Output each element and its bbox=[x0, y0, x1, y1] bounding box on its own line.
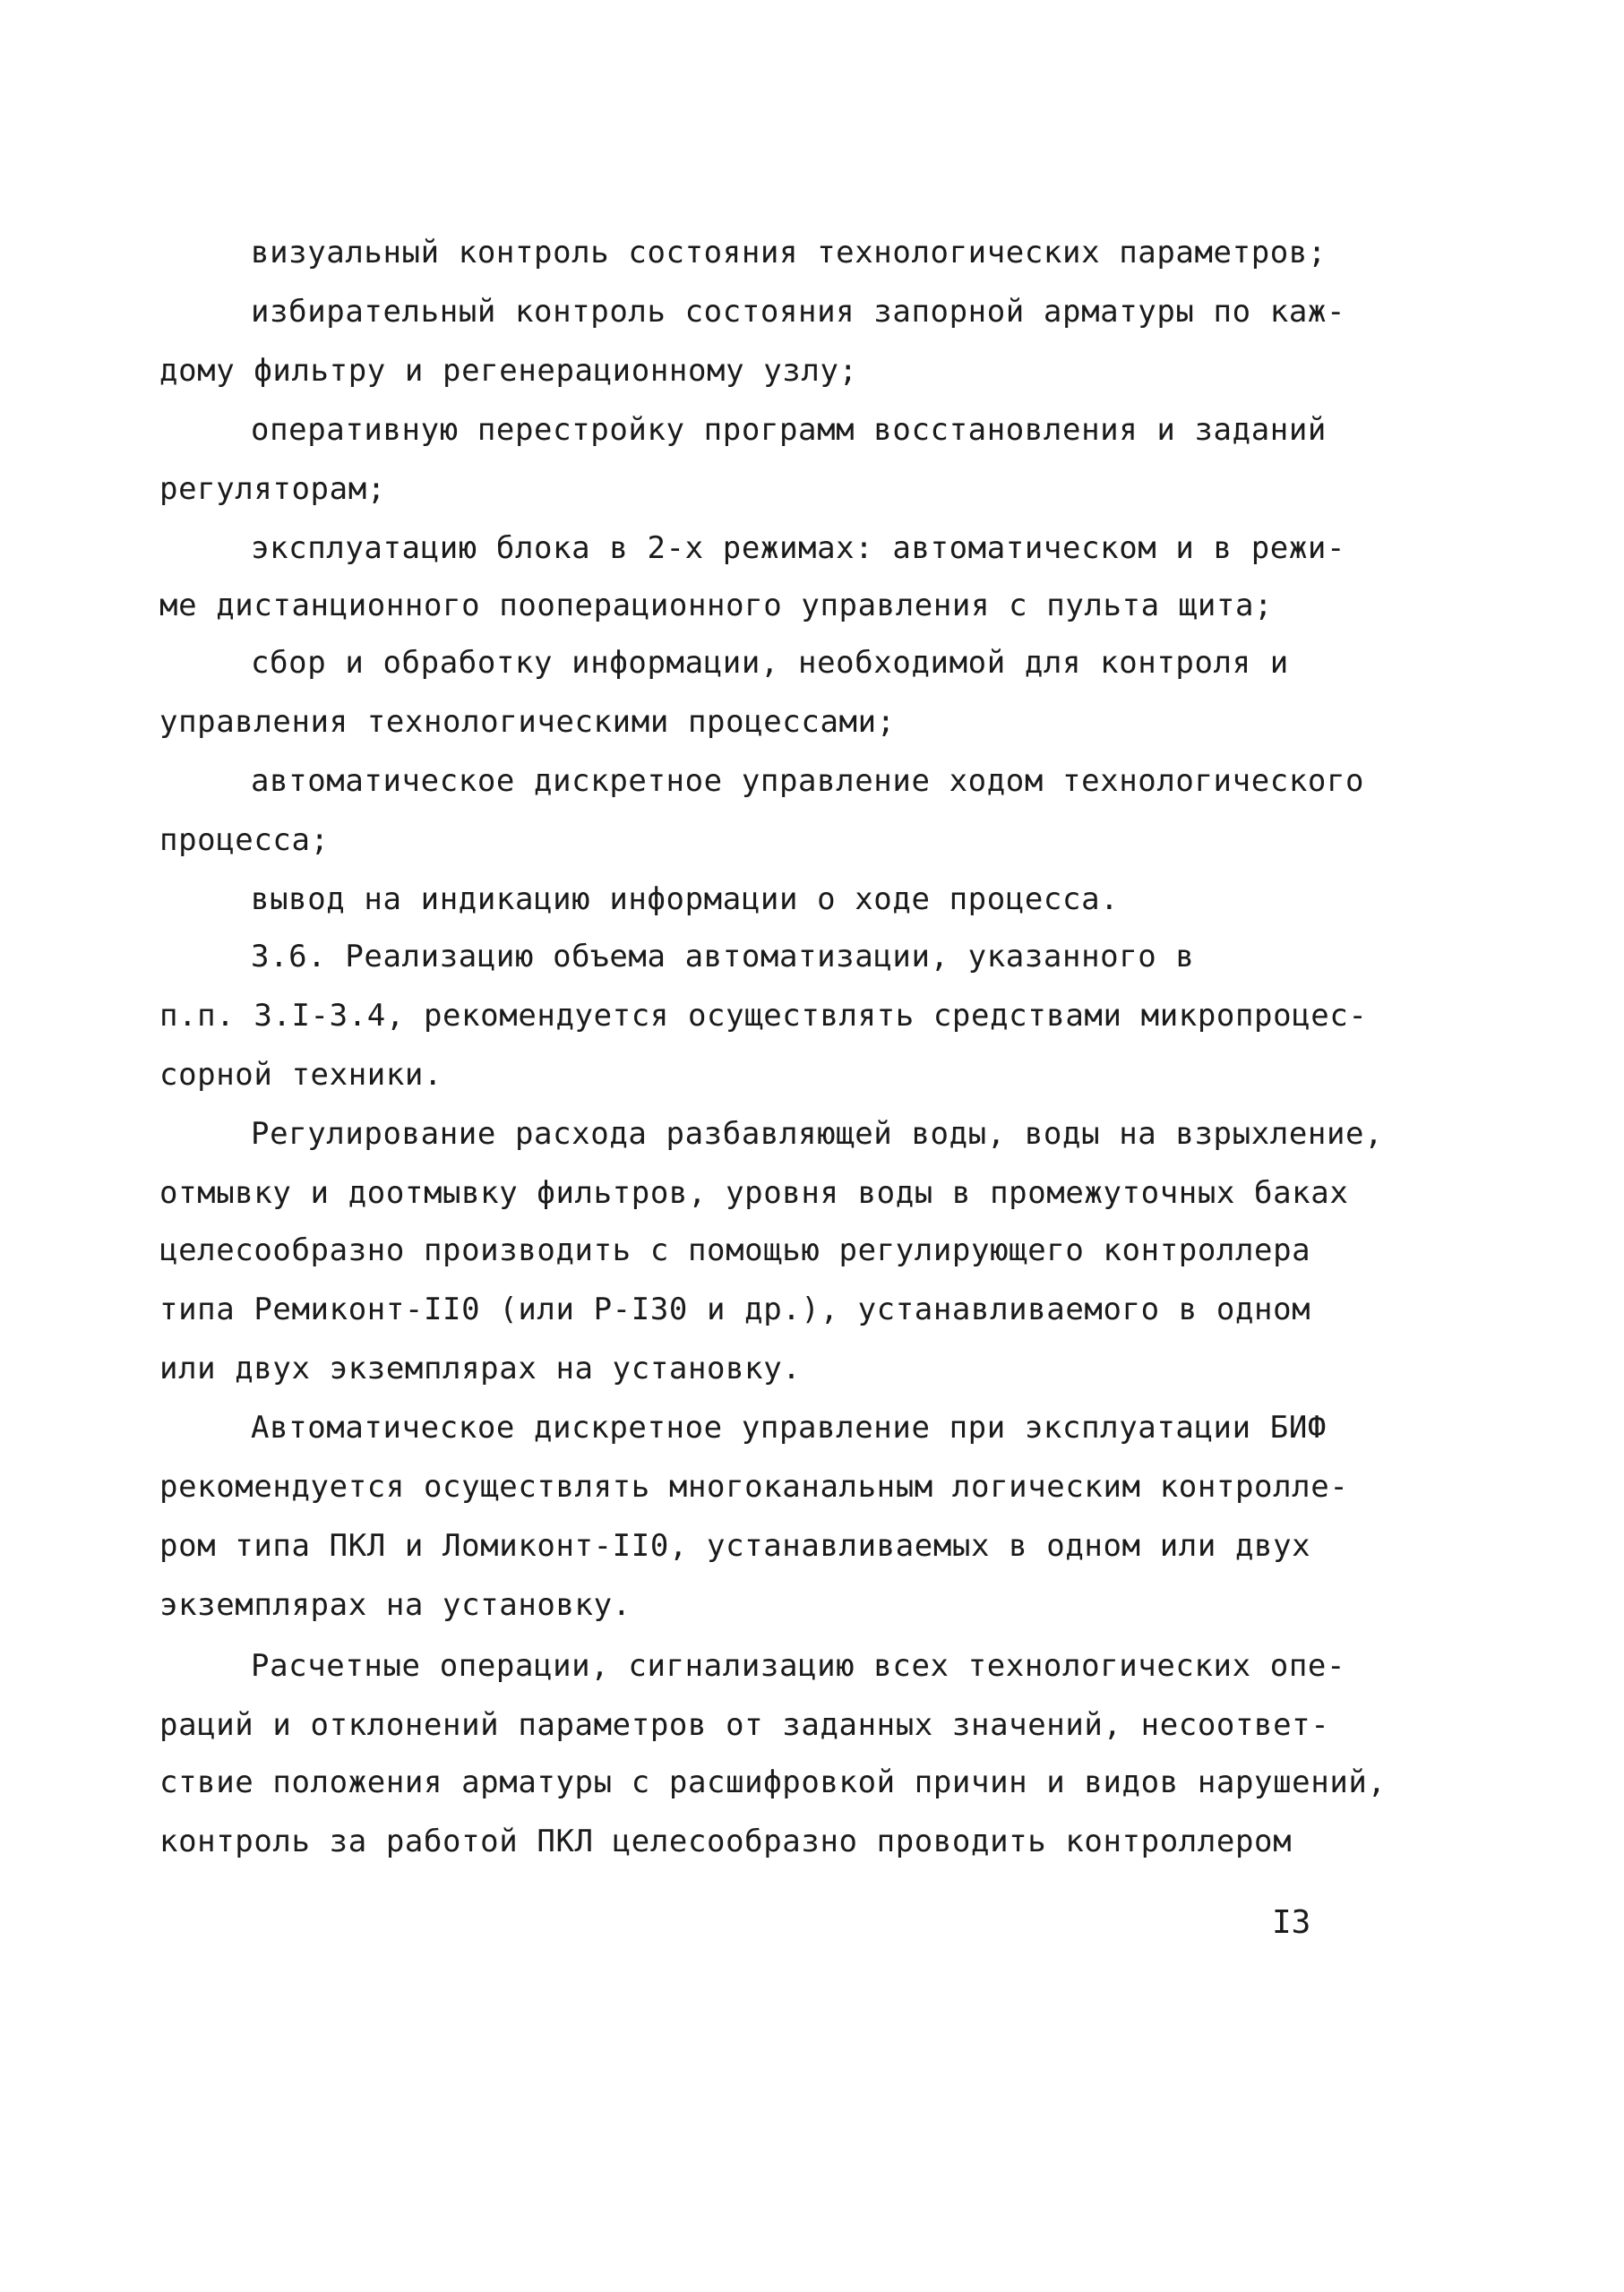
section-heading-line: 3.6. Реализацию объема автоматизации, указанного в bbox=[251, 939, 1195, 974]
text-line: сорной техники. bbox=[159, 1057, 443, 1093]
text-line: ме дистанционного пооперационного управления с пульта щита; bbox=[159, 588, 1274, 623]
text-line: автоматическое дискретное управление ходом технологического bbox=[251, 763, 1365, 799]
text-line: Автоматическое дискретное управление при эксплуатации БИФ bbox=[251, 1410, 1327, 1446]
text-line: ствие положения арматуры с расшифровкой причин и видов нарушений, bbox=[159, 1764, 1387, 1800]
text-line: оперативную перестройку программ восстановления и заданий bbox=[251, 412, 1327, 448]
text-line: п.п. 3.I-3.4, рекомендуется осуществлять средствами микропроцес- bbox=[159, 998, 1368, 1034]
text-line: Регулирование расхода разбавляющей воды, воды на взрыхление, bbox=[251, 1116, 1384, 1152]
text-line: отмывку и доотмывку фильтров, уровня воды в промежуточных баках bbox=[159, 1175, 1349, 1211]
text-line: контроль за работой ПКЛ целесообразно проводить контроллером bbox=[159, 1824, 1293, 1859]
text-line: управления технологическими процессами; bbox=[159, 704, 896, 740]
text-line: или двух экземплярах на установку. bbox=[159, 1351, 802, 1386]
text-line: сбор и обработку информации, необходимой для контроля и bbox=[251, 645, 1289, 681]
text-line: регуляторам; bbox=[159, 471, 386, 507]
text-line: процесса; bbox=[159, 822, 330, 858]
text-line: визуальный контроль состояния технологических параметров; bbox=[251, 235, 1327, 270]
text-line: избирательный контроль состояния запорной арматуры по каж- bbox=[251, 294, 1346, 330]
text-line: целесообразно производить с помощью регулирующего контроллера bbox=[159, 1232, 1311, 1268]
text-line: дому фильтру и регенерационному узлу; bbox=[159, 353, 858, 389]
page-number: I3 bbox=[1272, 1904, 1311, 1941]
text-line: вывод на индикацию информации о ходе процесса. bbox=[251, 881, 1120, 917]
text-line: эксплуатацию блока в 2-х режимах: автоматическом и в режи- bbox=[251, 530, 1346, 566]
text-line: типа Ремиконт-II0 (или Р-I30 и др.), устанавливаемого в одном bbox=[159, 1292, 1311, 1327]
text-line: раций и отклонений параметров от заданных значений, несоответ- bbox=[159, 1707, 1330, 1743]
text-line: Расчетные операции, сигнализацию всех технологических опе- bbox=[251, 1648, 1346, 1684]
text-line: рекомендуется осуществлять многоканальным логическим контролле- bbox=[159, 1469, 1349, 1505]
text-line: экземплярах на установку. bbox=[159, 1587, 632, 1623]
text-line: ром типа ПКЛ и Ломиконт-II0, устанавливаемых в одном или двух bbox=[159, 1528, 1311, 1564]
